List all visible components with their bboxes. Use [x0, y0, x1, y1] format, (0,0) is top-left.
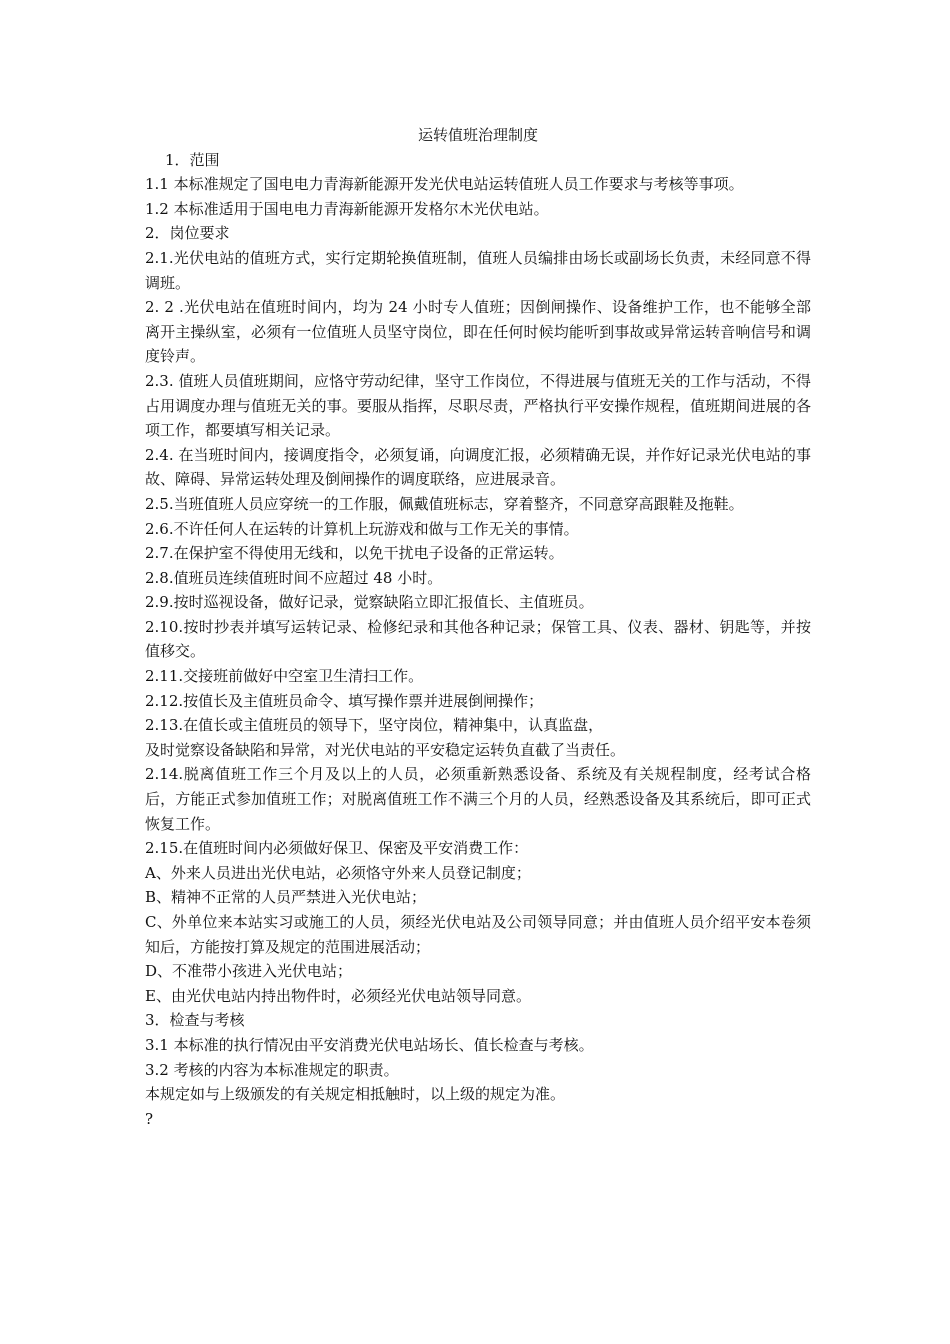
document-page: [145, 123, 811, 1131]
paragraph: 3.1 本标准的执行情况由平安消费光伏电站场长、值长检查与考核。: [145, 1035, 594, 1054]
paragraph: 2.4. 在当班时间内，接调度指令，必须复诵，向调度汇报，必须精确无误，并作好记录光伏电站的事故、障碍、异常运转处理及倒闸操作的调度联络，应进展录音。: [145, 445, 811, 489]
paragraph: 2.10.按时抄表并填写运转记录、检修纪录和其他各种记录；保管工具、仪表、器材、钥匙等，并按值移交。: [145, 617, 811, 661]
document-title: 运转值班治理制度: [417, 126, 538, 144]
paragraph: 1.2 本标准适用于国电电力青海新能源开发格尔木光伏电站。: [145, 199, 549, 218]
paragraph: A、外来人员进出光伏电站，必须恪守外来人员登记制度；: [145, 863, 531, 882]
document-body: [145, 148, 811, 1132]
paragraph: 2.8.值班员连续值班时间不应超过 48 小时。: [145, 568, 443, 587]
paragraph: 3．检查与考核: [145, 1011, 245, 1030]
paragraph: 2.1.光伏电站的值班方式，实行定期轮换值班制，值班人员编排由场长或副场长负责，未经同意不得调班。: [145, 248, 811, 292]
paragraph: ?: [145, 1109, 154, 1128]
paragraph: D、不准带小孩进入光伏电站；: [145, 962, 353, 981]
paragraph: B、精神不正常的人员严禁进入光伏电站；: [145, 888, 427, 907]
paragraph: 2.6.不许任何人在运转的计算机上玩游戏和做与工作无关的事情。: [145, 519, 579, 538]
paragraph: 2.3. 值班人员值班期间，应恪守劳动纪律，坚守工作岗位，不得进展与值班无关的工作与活动，不得占用调度办理与值班无关的事。要服从指挥，尽职尽责，严格执行平安操作规程，值班期间进展的各项工作，都要填写相关记录。: [145, 371, 811, 440]
paragraph: 2．岗位要求: [145, 224, 230, 243]
paragraph: 1．范围: [165, 150, 220, 169]
paragraph: 2.11.交接班前做好中空室卫生清扫工作。: [145, 667, 424, 686]
paragraph: 2.15.在值班时间内必须做好保卫、保密及平安消费工作：: [145, 839, 529, 858]
paragraph: 2.13.在值长或主值班员的领导下，坚守岗位，精神集中，认真监盘，: [145, 716, 604, 735]
paragraph: 2.14.脱离值班工作三个月及以上的人员，必须重新熟悉设备、系统及有关规程制度，经考试合格后，方能正式参加值班工作；对脱离值班工作不满三个月的人员，经熟悉设备及其系统后，即可正式恢复工作。: [145, 765, 811, 833]
paragraph: 本规定如与上级颁发的有关规定相抵触时，以上级的规定为准。: [145, 1085, 566, 1104]
paragraph: 2.12.按值长及主值班员命令、填写操作票并进展倒闸操作；: [145, 691, 544, 710]
paragraph: 及时觉察设备缺陷和异常，对光伏电站的平安稳定运转负直截了当责任。: [145, 740, 626, 759]
paragraph: E、由光伏电站内持出物件时，必须经光伏电站领导同意。: [145, 986, 531, 1005]
paragraph: 2.5.当班值班人员应穿统一的工作服，佩戴值班标志，穿着整齐，不同意穿高跟鞋及拖鞋。: [145, 494, 744, 513]
paragraph: 3.2 考核的内容为本标准规定的职责。: [145, 1060, 399, 1079]
paragraph: 2.7.在保护室不得使用无线和，以免干扰电子设备的正常运转。: [145, 544, 564, 563]
paragraph: C、外单位来本站实习或施工的人员，须经光伏电站及公司领导同意；并由值班人员介绍平安本卷须知后，方能按打算及规定的范围进展活动；: [145, 913, 811, 956]
paragraph: 2.9.按时巡视设备，做好记录，觉察缺陷立即汇报值长、主值班员。: [145, 593, 594, 612]
paragraph: 1.1 本标准规定了国电电力青海新能源开发光伏电站运转值班人员工作要求与考核等事项。: [145, 175, 744, 194]
paragraph: 2. 2 .光伏电站在值班时间内，均为 24 小时专人值班；因倒闸操作、设备维护工作，也不能够全部离开主操纵室，必须有一位值班人员坚守岗位，即在任何时候均能听到事故或异常运转音响信号和调度铃声。: [145, 298, 811, 366]
